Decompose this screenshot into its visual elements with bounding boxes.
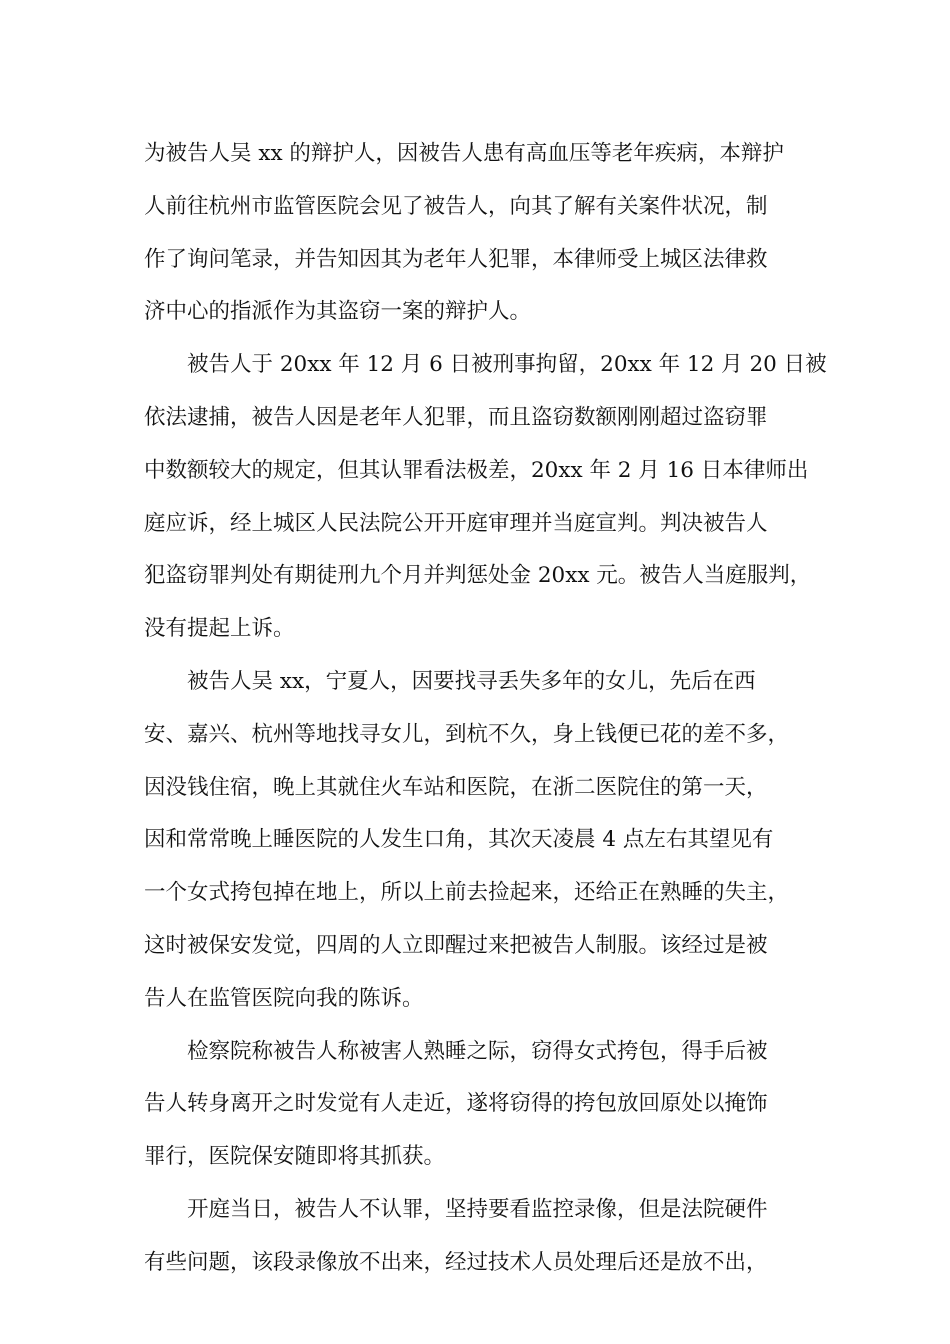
text-line: 因和常常晚上睡医院的人发生口角，其次天凌晨 4 点左右其望见有 — [144, 827, 774, 853]
text-line: 为被告人吴 xx 的辩护人，因被告人患有高血压等老年疾病，本辩护 — [144, 141, 784, 166]
text-line: 犯盗窃罪判处有期徒刑九个月并判惩处金 20xx 元。被告人当庭服判， — [144, 563, 812, 589]
text-line: 人前往杭州市监管医院会见了被告人，向其了解有关案件状况，制 — [144, 193, 768, 219]
text-line: 开庭当日，被告人不认罪，坚持要看监控录像，但是法院硬件 — [144, 1196, 768, 1222]
text-line: 告人转身离开之时发觉有人走近，遂将窃得的挎包放回原处以掩饰 — [144, 1091, 768, 1117]
text-line: 检察院称被告人称被害人熟睡之际，窃得女式挎包，得手后被 — [144, 1038, 768, 1064]
text-line: 告人在监管医院向我的陈诉。 — [144, 985, 424, 1011]
text-line: 依法逮捕，被告人因是老年人犯罪，而且盗窃数额刚刚超过盗窃罪 — [144, 404, 768, 430]
text-line: 安、嘉兴、杭州等地找寻女儿，到杭不久，身上钱便已花的差不多， — [144, 721, 790, 747]
text-line: 因没钱住宿，晚上其就住火车站和医院，在浙二医院住的第一天， — [144, 774, 768, 800]
text-line: 作了询问笔录，并告知因其为老年人犯罪，本律师受上城区法律救 — [144, 246, 768, 272]
text-line: 济中心的指派作为其盗窃一案的辩护人。 — [144, 299, 532, 325]
document-body — [144, 128, 834, 1290]
text-line: 没有提起上诉。 — [144, 616, 295, 642]
text-line: 一个女式挎包掉在地上，所以上前去捡起来，还给正在熟睡的失主， — [144, 880, 790, 906]
text-line: 被告人吴 xx，宁夏人，因要找寻丢失多年的女儿，先后在西 — [144, 668, 756, 694]
text-line: 罪行，医院保安随即将其抓获。 — [144, 1144, 446, 1170]
text-line: 庭应诉，经上城区人民法院公开开庭审理并当庭宣判。判决被告人 — [144, 510, 768, 536]
text-line: 中数额较大的规定，但其认罪看法极差，20xx 年 2 月 16 日本律师出 — [144, 457, 809, 483]
text-line: 有些问题，该段录像放不出来，经过技术人员处理后还是放不出， — [144, 1249, 768, 1275]
text-line: 这时被保安发觉，四周的人立即醒过来把被告人制服。该经过是被 — [144, 932, 768, 958]
text-line: 被告人于 20xx 年 12 月 6 日被刑事拘留，20xx 年 12 月 20 日被 — [144, 352, 827, 378]
